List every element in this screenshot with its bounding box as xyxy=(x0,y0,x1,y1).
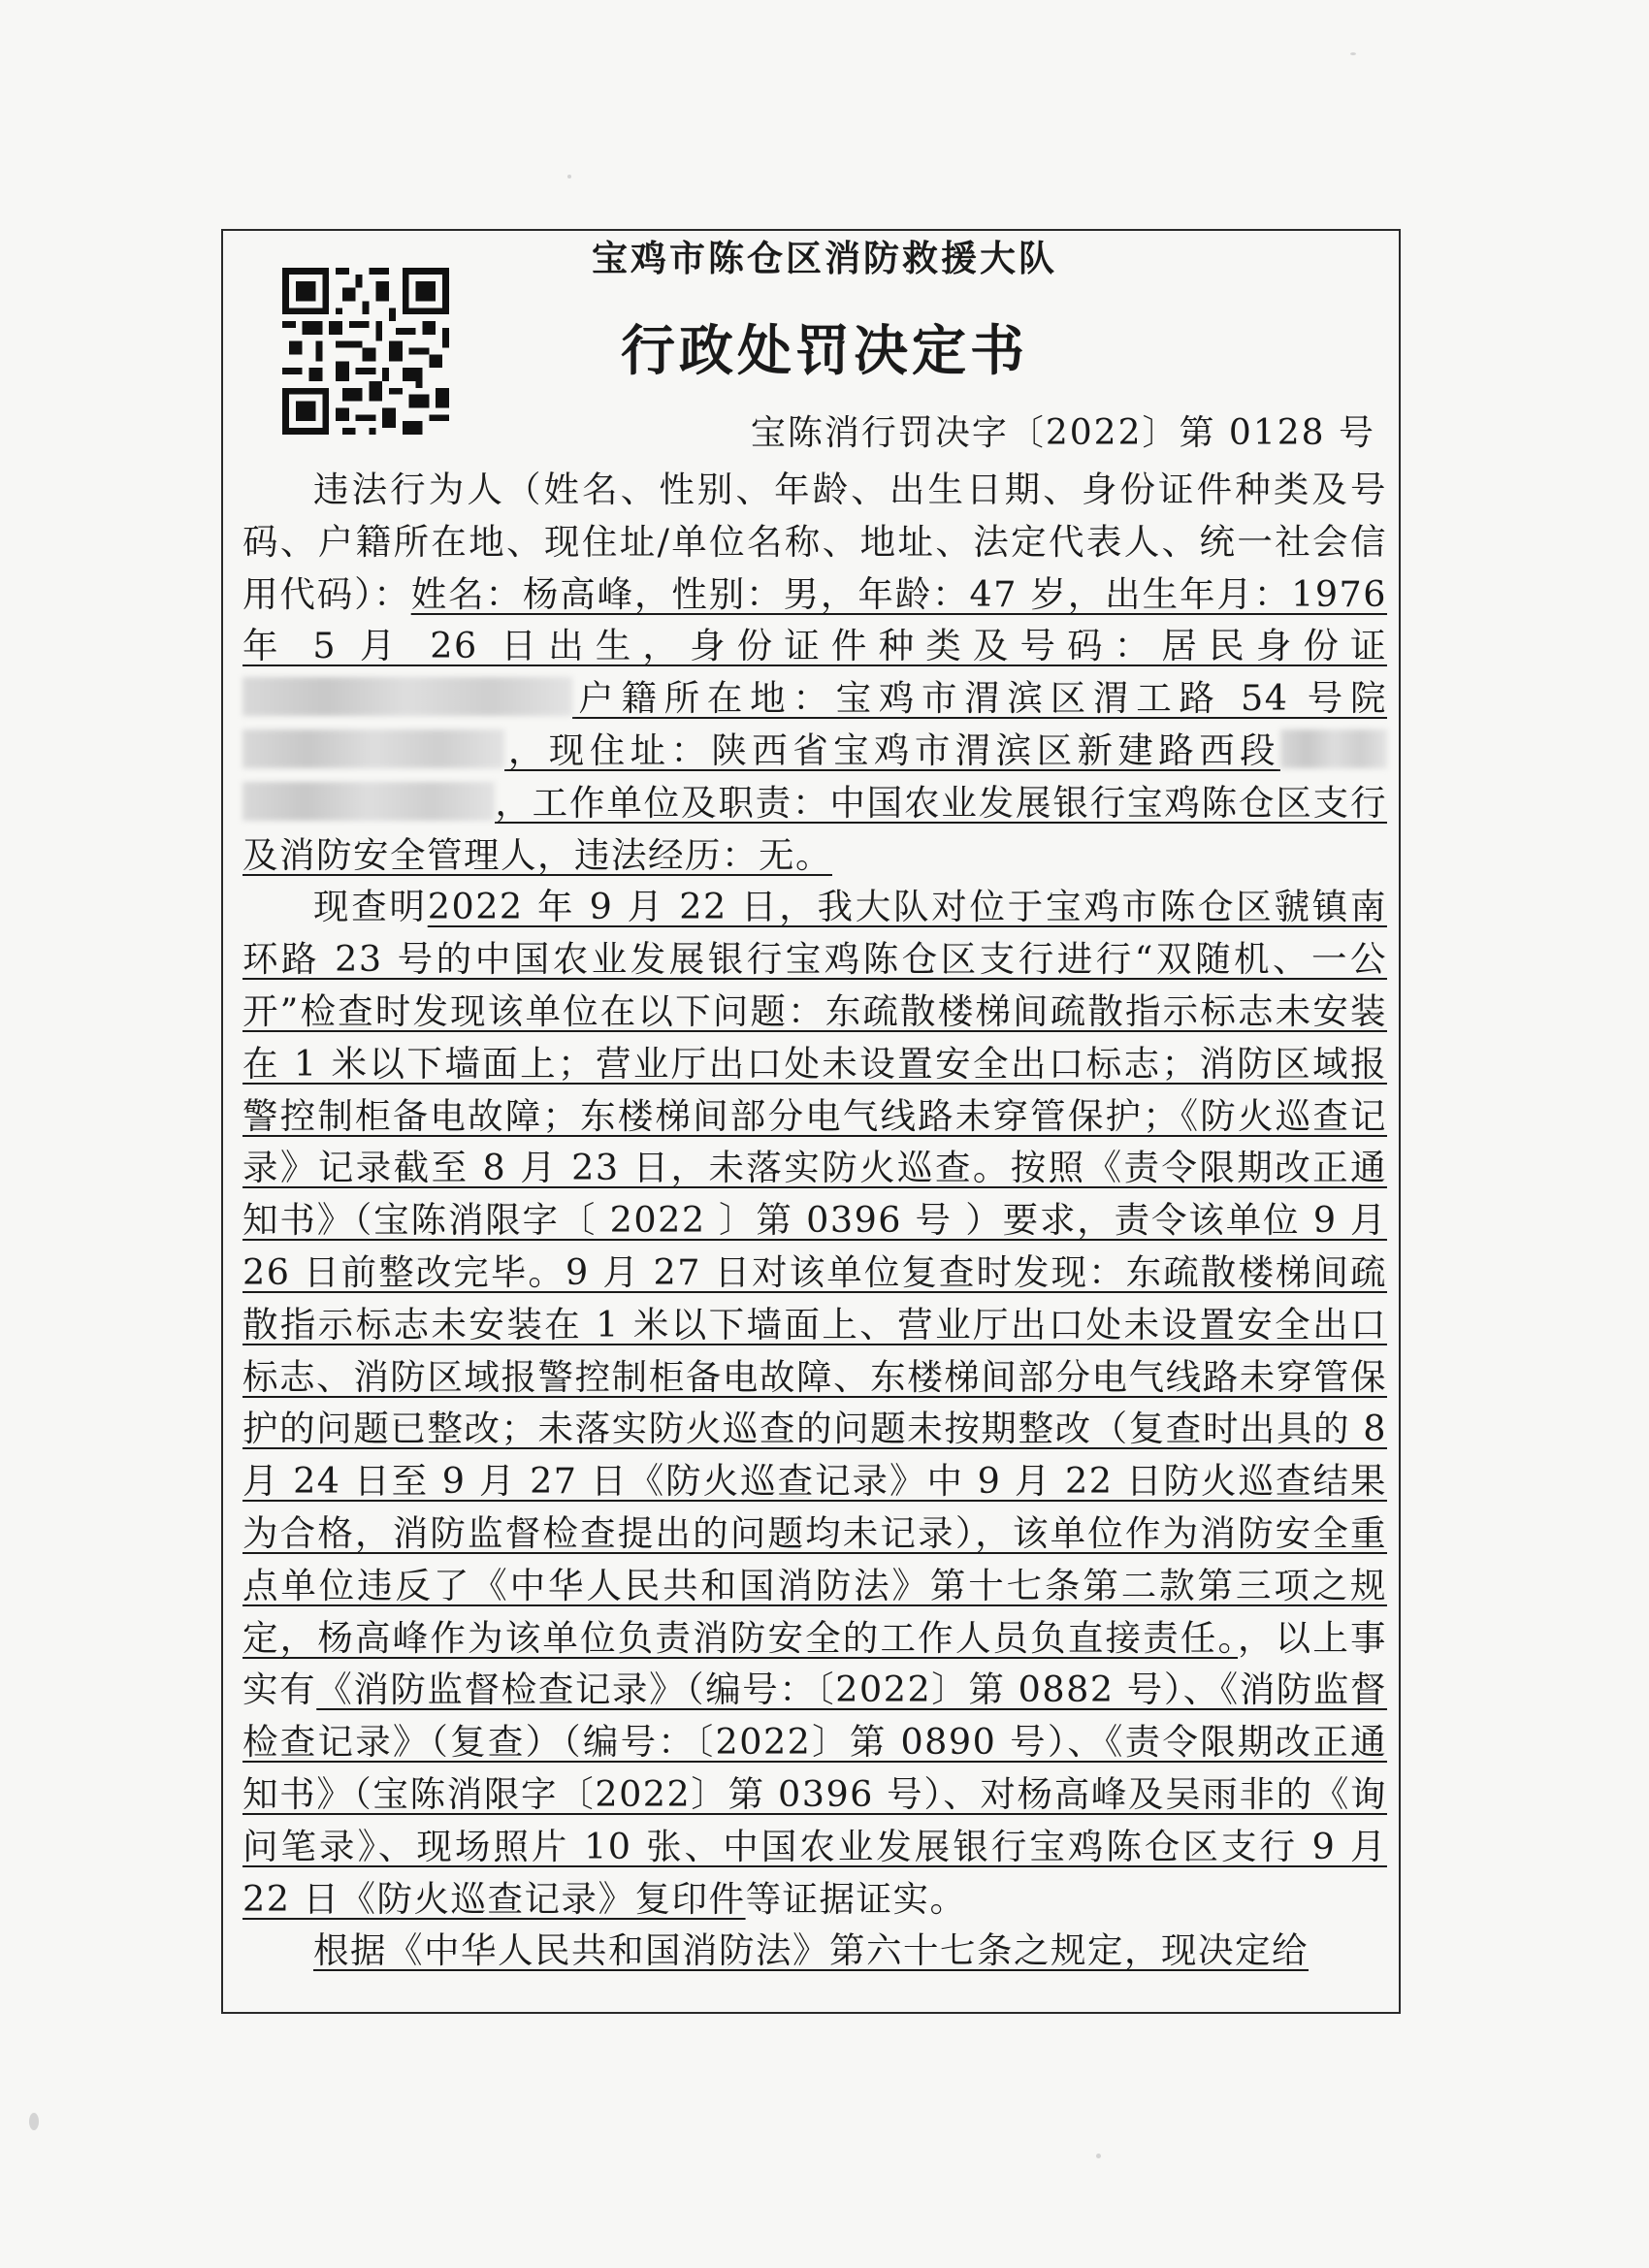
basis-paragraph xyxy=(242,1925,1387,1977)
facts-label: 现查明 xyxy=(313,886,428,928)
redacted-id-number xyxy=(242,677,572,716)
party-employment: ，工作单位及职责：中国农业发展银行宝鸡陈仓区支行及消防安全管理人，违法经历：无。 xyxy=(242,781,1387,876)
document-body xyxy=(242,464,1387,1977)
party-residence: ，现住址：陕西省宝鸡市渭滨区新建路西段 xyxy=(504,729,1280,771)
basis-text: 根据《中华人民共和国消防法》第六十七条之规定，现决定给 xyxy=(313,1929,1309,1972)
scan-speck xyxy=(567,175,571,178)
facts-text: 2022 年 9 月 22 日，我大队对位于宝鸡市陈仓区虢镇南环路 23 号的中国农业发展银行宝鸡陈仓区支行进行“双随机、一公开”检查时发现该单位在以下问题：东疏散楼梯间疏散指示标志未安装在 1 米以下墙面上；营业厅出口处未设置安全出口标志；消防区域报警控制柜备电故障；东楼梯间部分电气线路未穿管保护；《防火巡查记录》记录截至 8 月 23 日，未落实防火巡查。按照《责令限期改正通知书》（宝陈消限字〔 2022 〕第 0396 号 ）要求，责令该单位 9 月 26 日前整改完毕。9 月 27 日对该单位复查时发现：东疏散楼梯间疏散指示标志未安装在 1 米以下墙面上、营业厅出口处未设置安全出口标志、消防区域报警控制柜备电故障、东楼梯间部分电气线路未穿管保护的问题已整改；未落实防火巡查的问题未按期整改（复查时出具的 8 月 24 日至 9 月 27 日《防火巡查记录》中 9 月 22 日防火巡查结果为合格，消防监督检查提出的问题均未记录），该单位作为消防安全重点单位违反了《中华人民共和国消防法》第十七条第二款第三项之规定，杨高峰作为该单位负责消防安全的工作人员负直接责任。 xyxy=(242,886,1387,1659)
scan-speck xyxy=(29,2113,39,2130)
party-paragraph xyxy=(242,464,1387,881)
facts-paragraph xyxy=(242,881,1387,1925)
redacted-address xyxy=(1280,729,1387,768)
redacted-address xyxy=(242,782,495,821)
party-label: 违法行为人（姓名、性别、年龄、出生日期、身份证件种类及号码、户籍所在地、现住址/单位名称、地址、法定代表人、统一社会信用代码）： xyxy=(242,469,1387,615)
scan-speck xyxy=(1096,2154,1101,2158)
party-identity: 姓名：杨高峰，性别：男，年龄：47 岁，出生年月：1976 年 5 月 26 日出生，身份证件种类及号码：居民身份证 xyxy=(242,572,1388,667)
evidence-tail: 等证据证实。 xyxy=(745,1877,967,1920)
evidence-label: ，以上事实有 xyxy=(242,1616,1388,1711)
evidence-text: 《消防监督检查记录》（编号：〔2022〕第 0882 号）、《消防监督检查记录》（复查）（编号：〔2022〕第 0890 号）、《责令限期改正通知书》（宝陈消限字〔2022〕第 0396 号）、对杨高峰及吴雨非的《询问笔录》、现场照片 10 张、中国农业发展银行宝鸡陈仓区支行 9 月 22 日《防火巡查记录》复印件 xyxy=(242,1669,1388,1920)
redacted-address xyxy=(242,729,504,768)
document-title: 行政处罚决定书 xyxy=(621,319,1028,383)
party-details xyxy=(242,573,1387,876)
scan-speck xyxy=(1350,52,1356,55)
document-number: 宝陈消行罚决字〔2022〕第 0128 号 xyxy=(750,413,1375,453)
issuing-unit: 宝鸡市陈仓区消防救援大队 xyxy=(592,237,1057,279)
party-household: 户籍所在地：宝鸡市渭滨区渭工路 54 号院 xyxy=(572,677,1387,720)
